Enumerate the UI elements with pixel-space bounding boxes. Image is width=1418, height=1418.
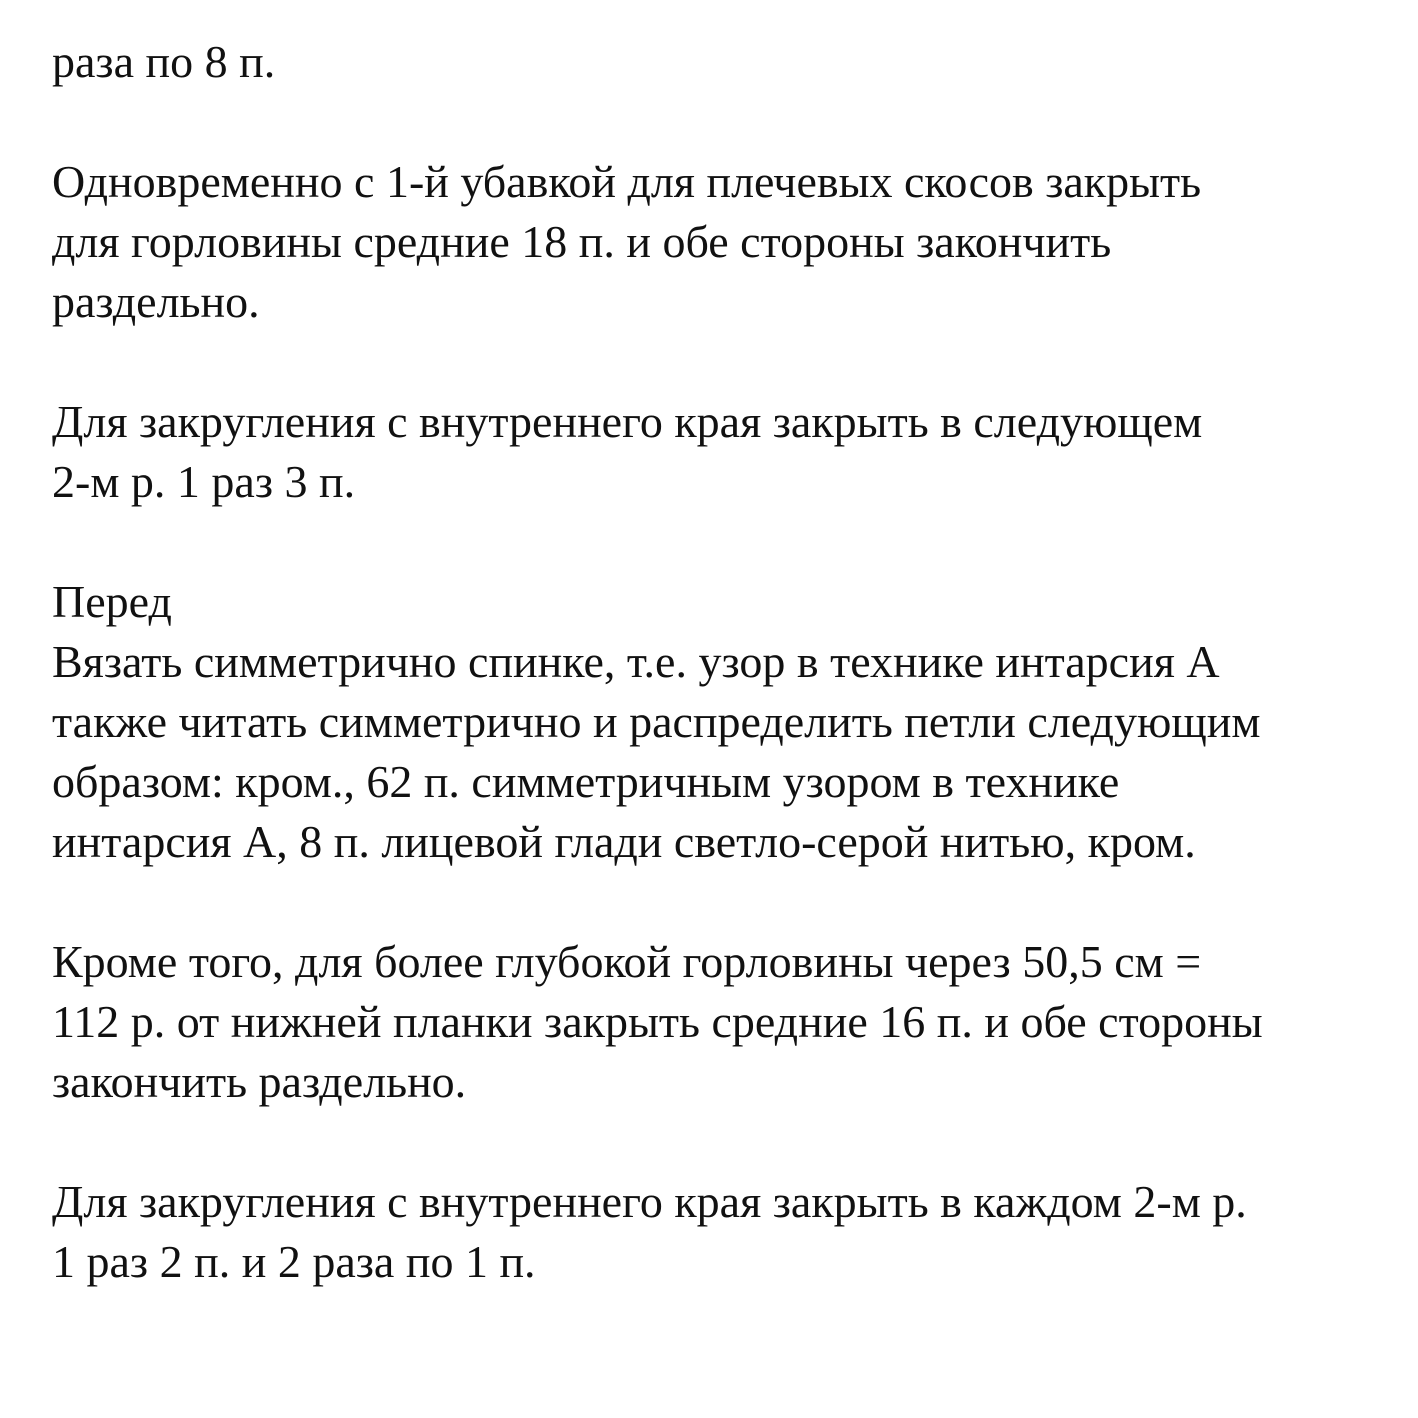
section-heading: Перед — [52, 576, 172, 627]
text-line: раздельно. — [52, 276, 260, 327]
text-line: образом: кром., 62 п. симметричным узором в технике — [52, 756, 1120, 807]
text-line: Кроме того, для более глубокой горловины через 50,5 см = — [52, 936, 1202, 987]
text-line: Одновременно с 1-й убавкой для плечевых скосов закрыть — [52, 156, 1202, 207]
text-line: закончить раздельно. — [52, 1056, 467, 1107]
text-line: 1 раз 2 п. и 2 раза по 1 п. — [52, 1236, 536, 1287]
text-line: интарсия А, 8 п. лицевой глади светло-серой нитью, кром. — [52, 816, 1196, 867]
text-line: раза по 8 п. — [52, 36, 276, 87]
text-line: Для закругления с внутреннего края закрыть в каждом 2-м р. — [52, 1176, 1247, 1227]
text-line: 112 р. от нижней планки закрыть средние 16 п. и обе стороны — [52, 996, 1263, 1047]
text-line: также читать симметрично и распределить петли следующим — [52, 696, 1261, 747]
text-line: для горловины средние 18 п. и обе стороны закончить — [52, 216, 1112, 267]
text-line: Для закругления с внутреннего края закрыть в следующем — [52, 396, 1203, 447]
text-line: Вязать симметрично спинке, т.е. узор в технике интарсия А — [52, 636, 1220, 687]
text-line: 2-м р. 1 раз 3 п. — [52, 456, 356, 507]
